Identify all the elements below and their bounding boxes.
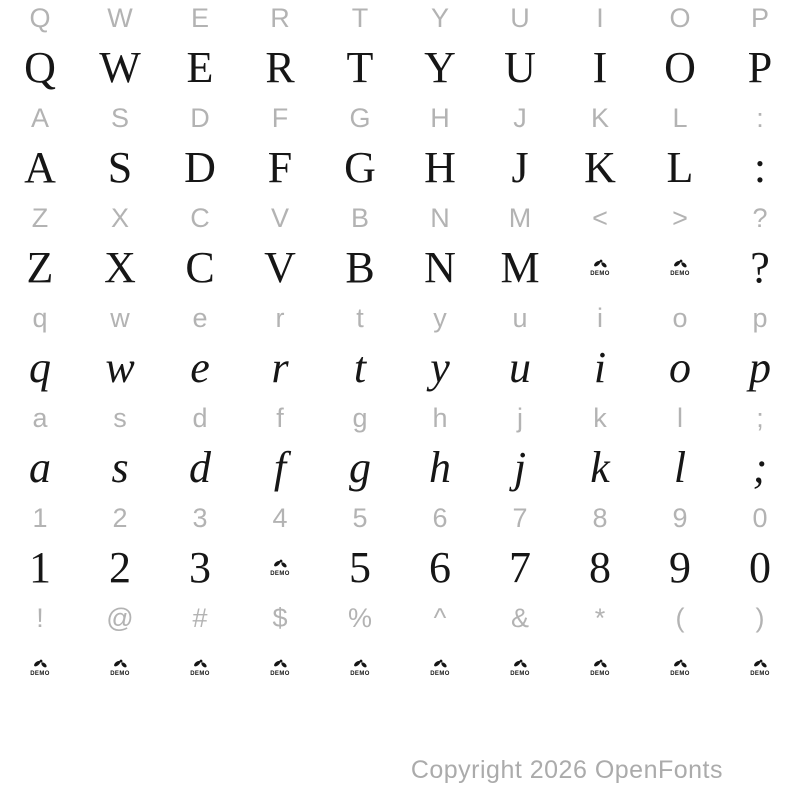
reference-cell: ? [752,202,768,233]
reference-cell: & [510,602,529,633]
demo-placeholder-glyph [560,643,640,693]
demo-marker-label: DEMO [510,671,530,677]
reference-cell: 1 [32,502,48,533]
reference-cell: Y [430,2,449,33]
reference-cell: p [752,302,768,333]
leaf-ornament-icon [353,659,368,670]
specimen-glyph-cell: N [424,243,456,292]
reference-cell: @ [106,602,134,633]
specimen-glyph-cell: 9 [669,543,691,592]
leaf-ornament-icon [113,659,128,670]
reference-cell: D [190,102,210,133]
reference-cell: M [508,202,532,233]
specimen-glyph-cell: H [424,143,456,192]
reference-cell: ! [36,602,44,633]
reference-cell: u [512,302,528,333]
specimen-glyph-cell: l [673,443,687,492]
reference-cell: q [32,302,48,333]
reference-cell: V [270,202,289,233]
specimen-glyph-cell: 1 [29,543,51,592]
reference-cell: % [347,602,372,633]
leaf-ornament-icon [433,659,448,670]
specimen-glyph-cell: ; [752,443,768,492]
reference-cell: 7 [512,502,528,533]
specimen-glyph-cell: A [24,143,56,192]
reference-cell: t [356,302,364,333]
reference-cell: K [590,102,609,133]
demo-placeholder-glyph [720,643,800,693]
specimen-glyph-cell: Q [24,43,56,92]
reference-cell: y [433,302,447,333]
reference-cell: g [352,402,368,433]
specimen-glyph-cell: k [590,443,610,492]
reference-cell: 0 [752,502,768,533]
reference-cell: * [594,602,606,633]
demo-placeholder-glyph [0,643,80,693]
specimen-glyph-cell: M [500,243,540,292]
specimen-glyph-cell: ? [750,243,770,292]
specimen-glyph-cell: E [186,43,214,92]
specimen-glyph-cell: U [504,43,536,92]
specimen-glyph-cell: u [509,343,531,392]
leaf-ornament-icon [593,659,608,670]
specimen-glyph-cell: 3 [189,543,211,592]
reference-cell: B [350,202,369,233]
specimen-glyph-cell: S [107,143,133,192]
demo-marker-label: DEMO [590,271,610,277]
leaf-ornament-icon [593,259,608,270]
leaf-ornament-icon [273,559,288,570]
specimen-glyph-cell: O [664,43,696,92]
reference-cell: h [432,402,448,433]
reference-cell: w [110,302,130,333]
demo-placeholder-glyph [560,243,640,293]
specimen-glyph-cell: X [104,243,136,292]
reference-cell: E [190,2,209,33]
specimen-glyph-cell: C [185,243,215,292]
reference-cell: 5 [352,502,368,533]
reference-cell: : [756,102,764,133]
demo-placeholder-glyph [640,643,720,693]
specimen-glyph-cell: D [184,143,216,192]
demo-placeholder-glyph [160,643,240,693]
leaf-ornament-icon [673,659,688,670]
reference-cell: L [672,102,688,133]
reference-cell: 9 [672,502,688,533]
reference-cell: H [430,102,450,133]
specimen-glyph-cell: W [99,43,141,92]
specimen-glyph-cell: 7 [509,543,531,592]
specimen-glyph-cell: i [593,343,607,392]
demo-marker-label: DEMO [590,671,610,677]
demo-marker-label: DEMO [750,671,770,677]
demo-placeholder-glyph [240,643,320,693]
reference-cell: R [270,2,290,33]
demo-placeholder-glyph [400,643,480,693]
reference-cell: ; [756,402,764,433]
reference-cell: O [669,2,691,33]
reference-cell: Z [31,202,49,233]
specimen-glyph-cell: q [29,343,51,392]
specimen-glyph-cell: o [669,343,691,392]
demo-marker-label: DEMO [670,271,690,277]
reference-cell: F [271,102,289,133]
reference-cell: 6 [432,502,448,533]
demo-marker-label: DEMO [190,671,210,677]
leaf-ornament-icon [273,659,288,670]
reference-cell: s [113,402,127,433]
leaf-ornament-icon [673,259,688,270]
specimen-glyph-cell: K [584,143,616,192]
demo-marker-label: DEMO [110,671,130,677]
demo-placeholder-glyph [640,243,720,293]
reference-cell: N [430,202,450,233]
reference-cell: J [513,102,527,133]
reference-cell: o [672,302,688,333]
reference-cell: 2 [112,502,128,533]
reference-cell: S [110,102,129,133]
specimen-glyph-cell: P [747,43,773,92]
specimen-glyph-cell: Z [26,243,54,292]
leaf-ornament-icon [193,659,208,670]
reference-cell: W [107,2,133,33]
reference-cell: A [30,102,49,133]
specimen-glyph-cell: g [349,443,371,492]
reference-cell: # [192,602,208,633]
specimen-glyph-cell: 8 [589,543,611,592]
demo-marker-label: DEMO [30,671,50,677]
specimen-glyph-cell: r [271,343,289,392]
specimen-glyph-cell: 0 [749,543,771,592]
specimen-glyph-cell: j [513,443,527,492]
reference-cell: C [190,202,210,233]
specimen-glyph-cell: 6 [429,543,451,592]
reference-cell: ( [675,602,685,633]
leaf-ornament-icon [513,659,528,670]
reference-cell: i [597,302,603,333]
specimen-glyph-cell: F [267,143,293,192]
specimen-glyph-cell: w [105,343,135,392]
reference-cell: P [750,2,769,33]
specimen-glyph-cell: a [29,443,51,492]
reference-cell: Q [29,2,51,33]
reference-cell: T [351,2,369,33]
reference-cell: ^ [433,602,447,633]
demo-placeholder-glyph [240,543,320,593]
specimen-glyph-cell: f [273,443,287,492]
specimen-glyph-cell: s [111,443,129,492]
reference-cell: a [32,402,48,433]
demo-marker-label: DEMO [270,671,290,677]
demo-placeholder-glyph [320,643,400,693]
specimen-glyph-cell: V [264,243,296,292]
reference-cell: j [517,402,523,433]
specimen-glyph-cell: 5 [349,543,371,592]
reference-cell: X [110,202,129,233]
copyright-text: Copyright 2026 OpenFonts [410,756,723,784]
demo-marker-label: DEMO [670,671,690,677]
reference-cell: $ [272,602,288,633]
specimen-glyph-cell: T [346,43,374,92]
reference-cell: d [192,402,208,433]
demo-placeholder-glyph [480,643,560,693]
specimen-glyph-cell: d [189,443,211,492]
specimen-glyph-cell: B [345,243,375,292]
reference-cell: G [349,102,371,133]
specimen-glyph-cell: Y [424,43,456,92]
demo-marker-label: DEMO [270,571,290,577]
specimen-glyph-cell: J [511,143,529,192]
reference-cell: ) [755,602,765,633]
specimen-glyph-cell: y [430,343,450,392]
reference-cell: > [672,202,688,233]
reference-cell: U [510,2,530,33]
leaf-ornament-icon [753,659,768,670]
reference-cell: r [275,302,285,333]
specimen-glyph-cell: 2 [109,543,131,592]
reference-cell: 8 [592,502,608,533]
specimen-glyph-cell: : [753,143,767,192]
specimen-glyph-cell: I [592,43,608,92]
demo-marker-label: DEMO [350,671,370,677]
reference-cell: 3 [192,502,208,533]
specimen-glyph-cell: t [353,343,367,392]
reference-cell: I [596,2,604,33]
specimen-glyph-cell: L [666,143,694,192]
reference-cell: k [593,402,607,433]
demo-placeholder-glyph [80,643,160,693]
specimen-glyph-cell: h [429,443,451,492]
specimen-glyph-cell: G [344,143,376,192]
reference-cell: e [192,302,208,333]
leaf-ornament-icon [33,659,48,670]
reference-cell: 4 [272,502,288,533]
reference-cell: l [677,402,683,433]
specimen-glyph-cell: e [190,343,210,392]
specimen-glyph-cell: p [749,343,771,392]
reference-cell: < [592,202,608,233]
demo-marker-label: DEMO [430,671,450,677]
specimen-glyph-cell: R [265,43,295,92]
reference-cell: f [276,402,284,433]
